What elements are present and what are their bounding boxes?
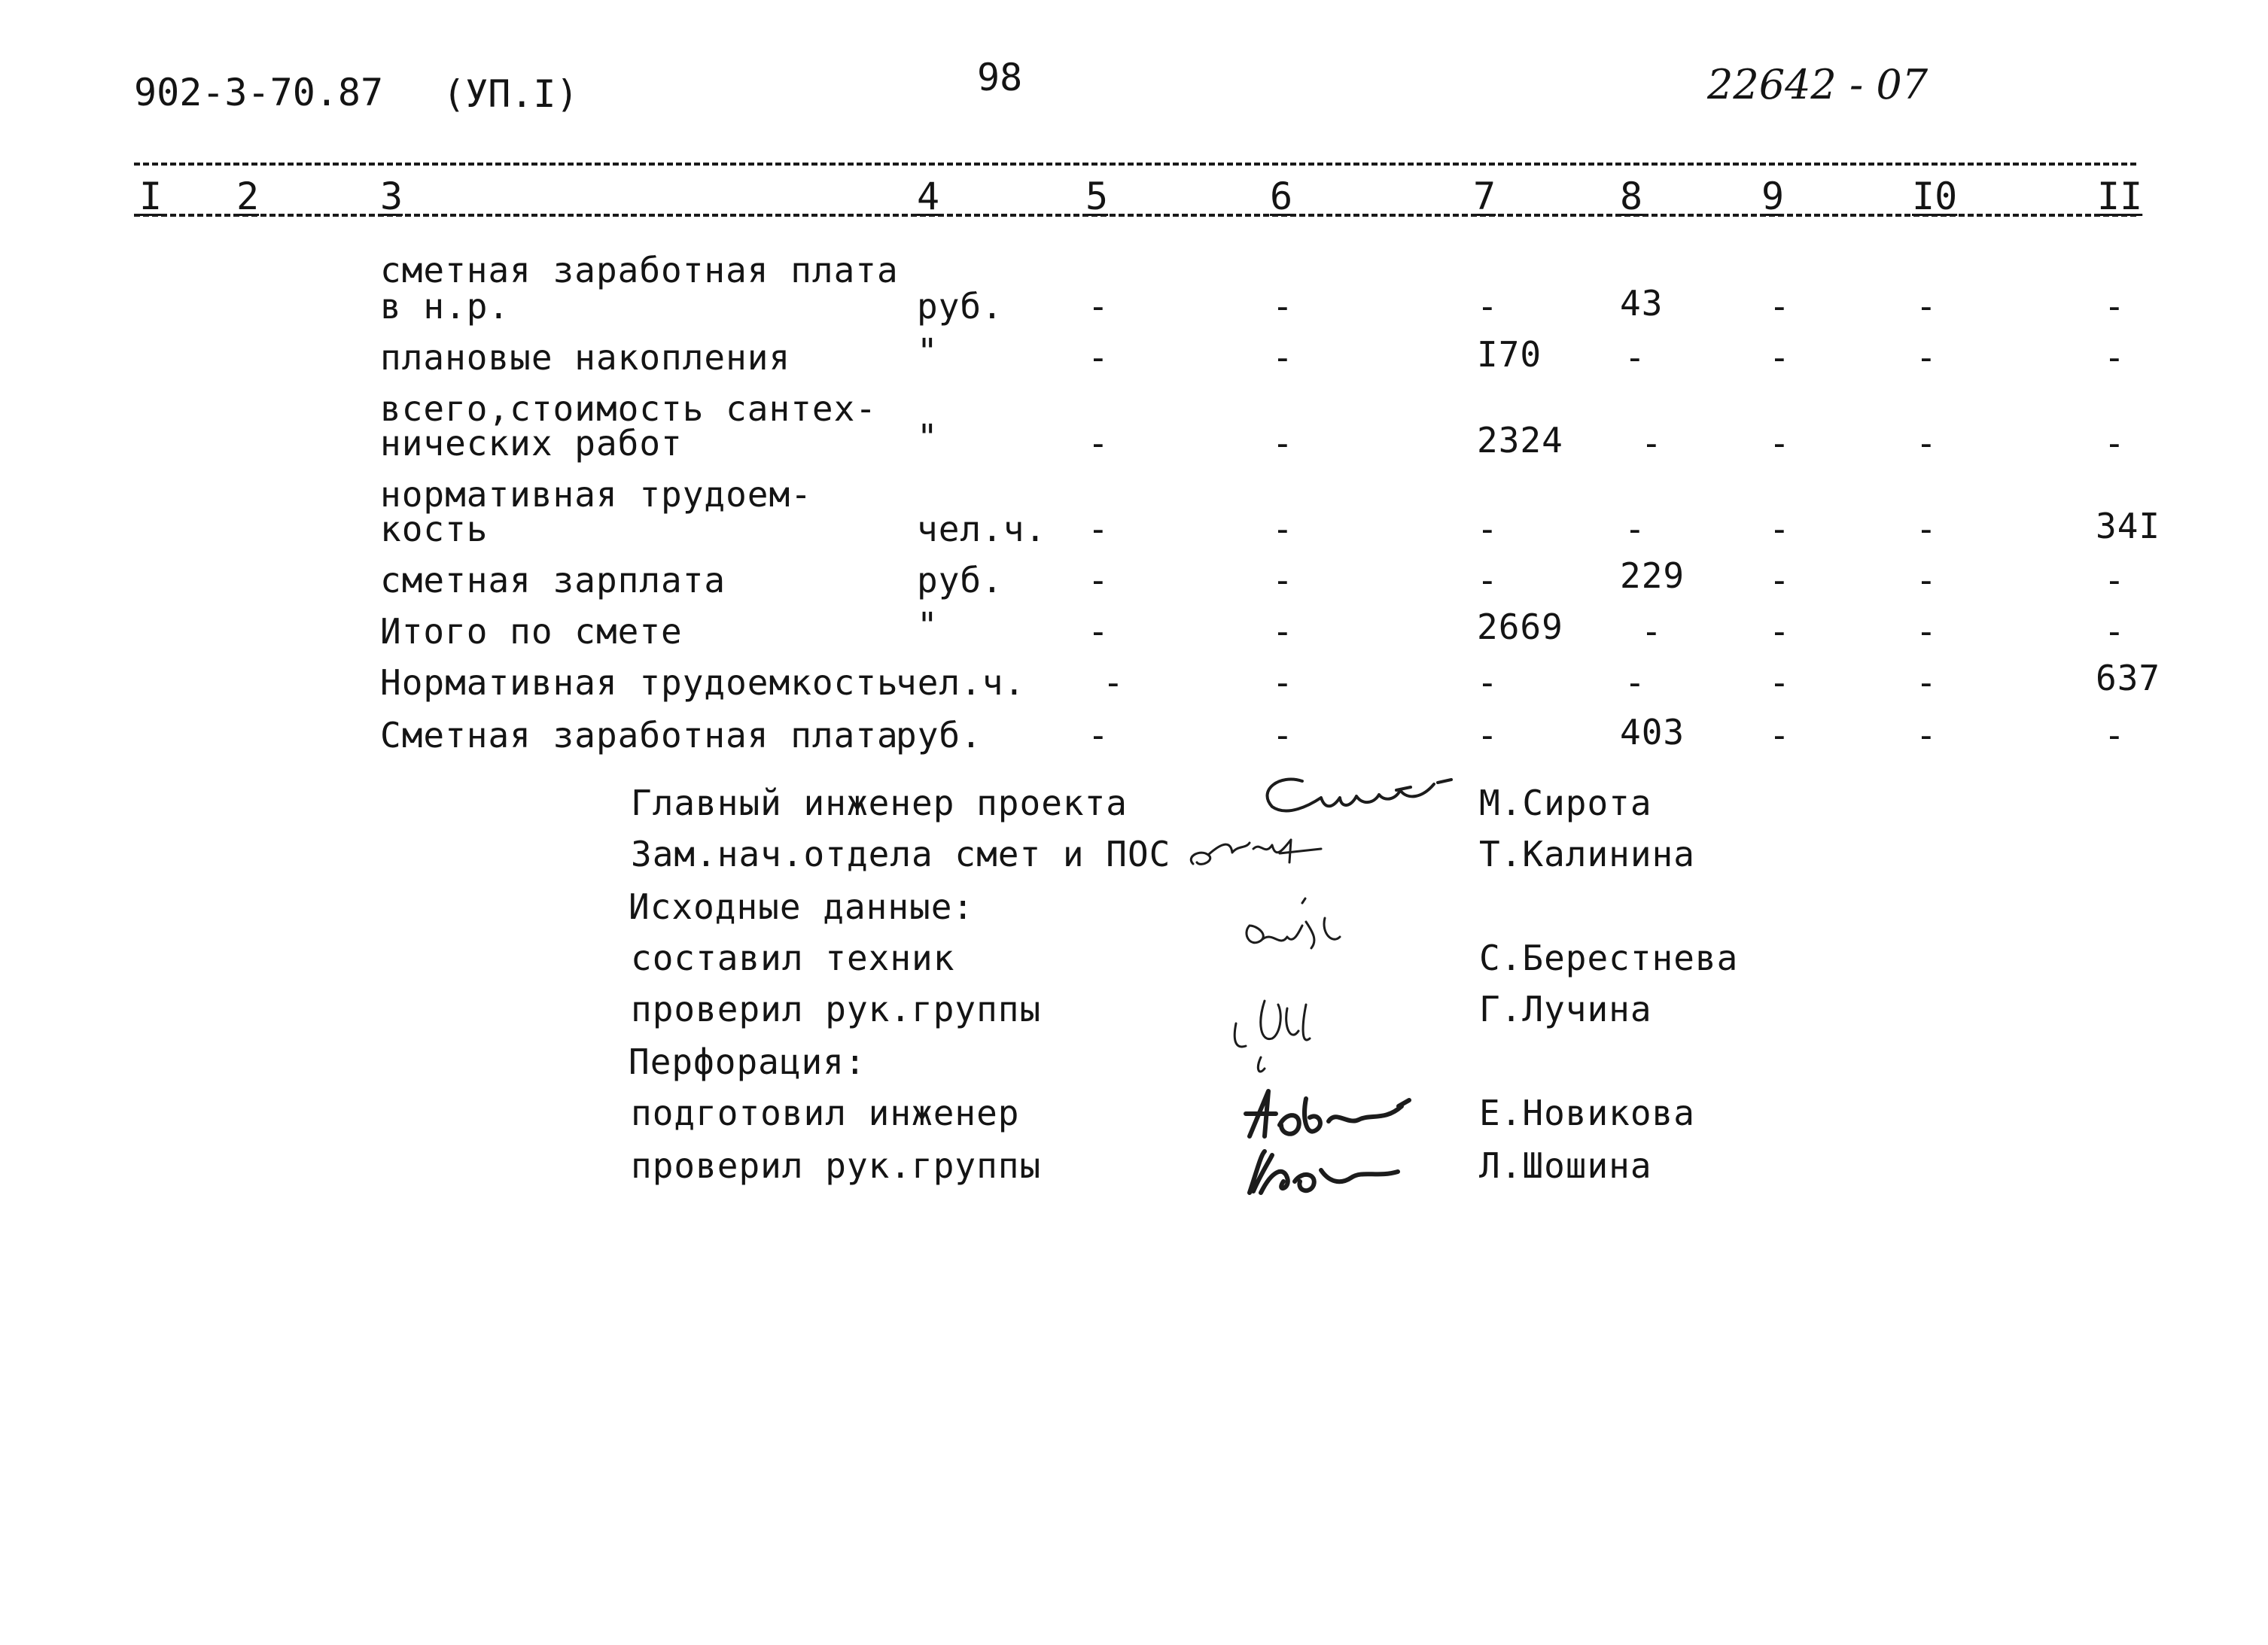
col6-cell: - <box>1272 337 1294 378</box>
signature-kalinina <box>1178 826 1336 879</box>
col5-cell: - <box>1088 509 1110 549</box>
header-bottom-rule <box>134 214 2136 217</box>
unit-cell: " <box>917 417 939 458</box>
column-number: 8 <box>1620 175 1643 218</box>
item-name: сметная зарплата <box>380 560 726 601</box>
col5-cell: - <box>1088 560 1110 601</box>
col10-cell: - <box>1916 611 1938 652</box>
col11-cell: - <box>2104 337 2126 378</box>
col9-cell: - <box>1769 715 1791 756</box>
item-name: Сметная заработная плата <box>380 715 899 756</box>
col6-cell: - <box>1272 286 1294 327</box>
column-number: 3 <box>380 175 403 218</box>
col5-cell: - <box>1103 662 1125 703</box>
signatory-role: Главный инженер проекта <box>631 783 1128 823</box>
col9-cell: - <box>1769 337 1791 378</box>
col8-cell: - <box>1624 509 1646 549</box>
column-number: 7 <box>1473 175 1496 218</box>
col11-cell: - <box>2104 423 2126 464</box>
col5-cell: - <box>1088 611 1110 652</box>
col8-cell: 229 <box>1620 555 1685 596</box>
section-heading: Перфорация: <box>629 1041 866 1082</box>
col10-cell: - <box>1916 662 1938 703</box>
unit-cell: руб. <box>917 286 1003 327</box>
col8-cell: - <box>1641 423 1663 464</box>
item-name: Нормативная трудоемкость <box>380 662 899 703</box>
item-name-continued: в н.р. <box>380 286 510 327</box>
col7-cell: I70 <box>1477 334 1542 375</box>
col10-cell: - <box>1916 286 1938 327</box>
signatory-role: подготовил инженер <box>631 1093 1020 1133</box>
signatory-role: проверил рук.группы <box>631 1145 1042 1186</box>
unit-cell: руб. <box>896 715 982 756</box>
signatory-role: составил техник <box>631 938 955 978</box>
inventory-number: 22642 - 07 <box>1707 61 1929 108</box>
col7-cell: - <box>1477 509 1499 549</box>
col6-cell: - <box>1272 611 1294 652</box>
col5-cell: - <box>1088 715 1110 756</box>
column-number: 4 <box>917 175 940 218</box>
col6-cell: - <box>1272 509 1294 549</box>
header-top-rule <box>134 163 2136 166</box>
column-number: 9 <box>1761 175 1785 218</box>
item-name: сметная заработная плата <box>380 250 899 290</box>
item-name: нормативная трудоем- <box>380 474 812 515</box>
col10-cell: - <box>1916 509 1938 549</box>
signatory-name: Г.Лучина <box>1479 989 1652 1029</box>
signatory-name: Е.Новикова <box>1479 1093 1695 1133</box>
column-number: II <box>2097 175 2143 218</box>
col11-cell: 637 <box>2096 658 2161 698</box>
col10-cell: - <box>1916 337 1938 378</box>
page-number: 98 <box>977 56 1023 99</box>
col9-cell: - <box>1769 560 1791 601</box>
col10-cell: - <box>1916 560 1938 601</box>
col11-cell: - <box>2104 560 2126 601</box>
col8-cell: - <box>1641 611 1663 652</box>
signature-novikova <box>1234 1084 1430 1144</box>
section-heading: Исходные данные: <box>629 886 975 927</box>
col5-cell: - <box>1088 286 1110 327</box>
col6-cell: - <box>1272 715 1294 756</box>
unit-cell: " <box>917 331 939 372</box>
col7-cell: - <box>1477 560 1499 601</box>
item-name-continued: кость <box>380 509 489 549</box>
col10-cell: - <box>1916 423 1938 464</box>
col9-cell: - <box>1769 509 1791 549</box>
col6-cell: - <box>1272 423 1294 464</box>
unit-cell: чел.ч. <box>896 662 1026 703</box>
col7-cell: 2324 <box>1477 420 1563 461</box>
col5-cell: - <box>1088 337 1110 378</box>
album-code: (УП.I) <box>443 72 579 116</box>
signatory-role: Зам.нач.отдела смет и ПОС <box>631 834 1171 874</box>
col7-cell: - <box>1477 715 1499 756</box>
item-name: плановые накопления <box>380 337 791 378</box>
column-number: I0 <box>1912 175 1958 218</box>
signatory-name: С.Берестнева <box>1479 938 1739 978</box>
col6-cell: - <box>1272 662 1294 703</box>
col9-cell: - <box>1769 611 1791 652</box>
signatory-name: Т.Калинина <box>1479 834 1695 874</box>
column-number: 6 <box>1270 175 1293 218</box>
column-number: 2 <box>236 175 260 218</box>
item-name: всего,стоимость сантех- <box>380 388 877 429</box>
col8-cell: 403 <box>1620 712 1685 753</box>
unit-cell: руб. <box>917 560 1003 601</box>
col11-cell: - <box>2104 611 2126 652</box>
col9-cell: - <box>1769 423 1791 464</box>
col9-cell: - <box>1769 286 1791 327</box>
col7-cell: - <box>1477 662 1499 703</box>
unit-cell: чел.ч. <box>917 509 1047 549</box>
col8-cell: - <box>1624 662 1646 703</box>
column-number: 5 <box>1085 175 1109 218</box>
col6-cell: - <box>1272 560 1294 601</box>
signature-shoshina <box>1231 1140 1426 1200</box>
item-name-continued: нических работ <box>380 423 683 464</box>
col5-cell: - <box>1088 423 1110 464</box>
unit-cell: " <box>917 605 939 646</box>
col8-cell: - <box>1624 337 1646 378</box>
signature-luchina <box>1219 971 1340 1084</box>
col11-cell: - <box>2104 715 2126 756</box>
item-name: Итого по смете <box>380 611 683 652</box>
col7-cell: - <box>1477 286 1499 327</box>
signatory-name: М.Сирота <box>1479 783 1652 823</box>
signatory-name: Л.Шошина <box>1479 1145 1652 1186</box>
col7-cell: 2669 <box>1477 607 1563 647</box>
col8-cell: 43 <box>1620 283 1664 324</box>
column-number: I <box>139 175 163 218</box>
signatory-role: проверил рук.группы <box>631 989 1042 1029</box>
document-code: 902-3-70.87 <box>134 71 384 114</box>
col11-cell: - <box>2104 286 2126 327</box>
col10-cell: - <box>1916 715 1938 756</box>
signature-sirota <box>1250 768 1460 828</box>
col9-cell: - <box>1769 662 1791 703</box>
col11-cell: 34I <box>2096 506 2161 546</box>
